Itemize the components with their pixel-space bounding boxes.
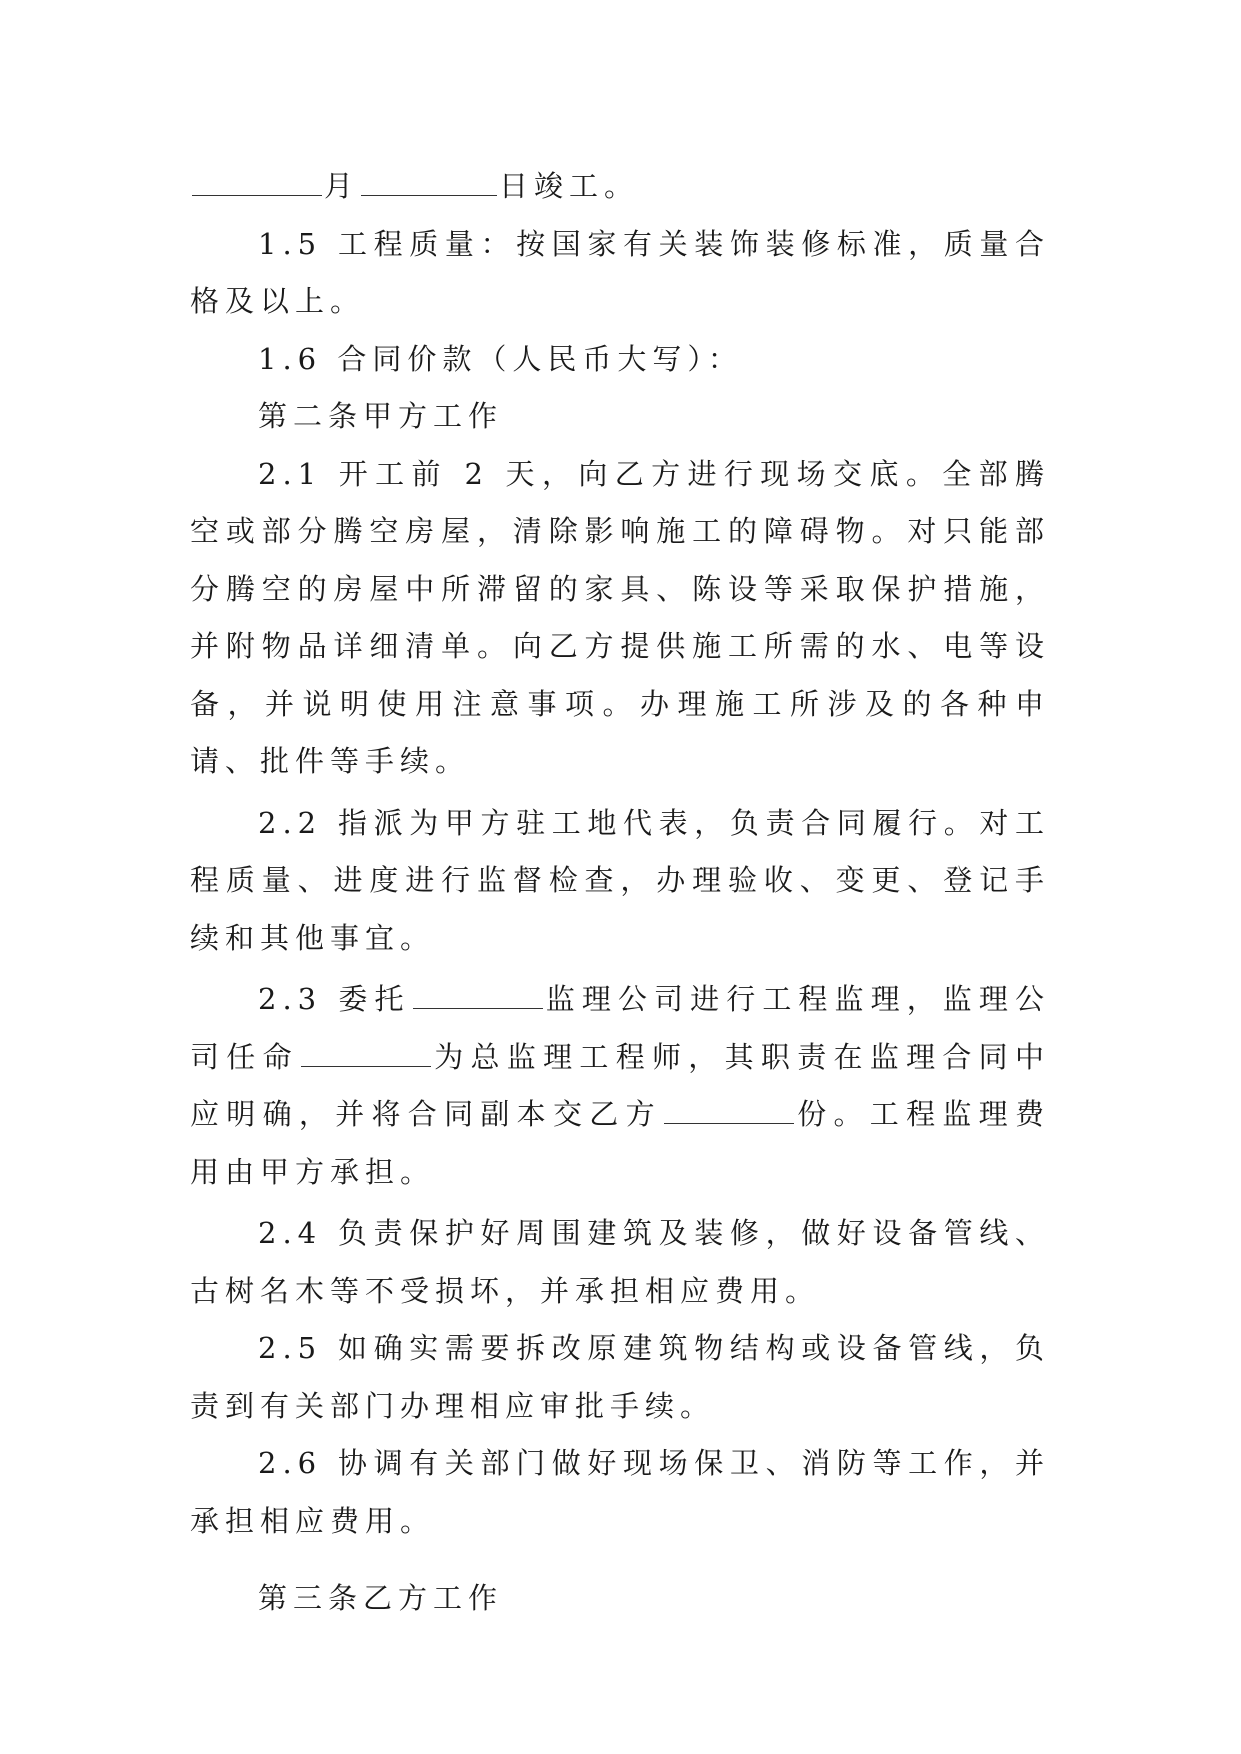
- document-body: [190, 158, 1050, 1628]
- clause-2-3-text: 为总监理工程师，其职责在监理合同中应明确，并将合同副本交乙方: [190, 1039, 1050, 1131]
- clause-2-3-text: 2.3 委托: [258, 982, 411, 1016]
- blank-field[interactable]: [413, 982, 543, 1009]
- clause-2-6: 2.6 协调有关部门做好现场保卫、消防等工作，并承担相应费用。: [190, 1446, 1050, 1538]
- article-2-heading: 第二条甲方工作: [258, 399, 504, 433]
- blank-field[interactable]: [192, 169, 322, 196]
- blank-field[interactable]: [361, 169, 497, 196]
- completion-date-line: [190, 158, 1050, 216]
- clause-1-5: 1.5 工程质量：按国家有关装饰装修标准，质量合格及以上。: [190, 226, 1050, 318]
- article-3-heading: 第三条乙方工作: [258, 1581, 504, 1615]
- clause-2-3: [190, 971, 1050, 1201]
- clause-2-4: 2.4 负责保护好周围建筑及装修，做好设备管线、古树名木等不受损坏，并承担相应费用。: [190, 1216, 1050, 1308]
- clause-2-2: 2.2 指派为甲方驻工地代表，负责合同履行。对工程质量、进度进行监督检查，办理验收、变更、登记手续和其他事宜。: [190, 805, 1050, 955]
- clause-2-1: 2.1 开工前 2 天，向乙方进行现场交底。全部腾空或部分腾空房屋，清除影响施工的障碍物。对只能部分腾空的房屋中所滞留的家具、陈设等采取保护措施，并附物品详细清单。向乙方提供施工所需的水、电等设备，并说明使用注意事项。办理施工所涉及的各种申请、批件等手续。: [190, 456, 1050, 778]
- clause-2-3-text: 份。工程监理费用由甲方承担。: [190, 1097, 1050, 1189]
- clause-1-6: 1.6 合同价款（人民币大写）：: [258, 341, 743, 376]
- blank-field[interactable]: [301, 1040, 431, 1067]
- completion-label: 日竣工。: [499, 169, 640, 203]
- blank-field[interactable]: [664, 1097, 794, 1124]
- month-label: 月: [324, 169, 360, 203]
- clause-2-3-text: 监理公司进行工程监理，监理公司任命: [190, 982, 1050, 1074]
- clause-2-5: 2.5 如确实需要拆改原建筑物结构或设备管线，负责到有关部门办理相应审批手续。: [190, 1331, 1050, 1423]
